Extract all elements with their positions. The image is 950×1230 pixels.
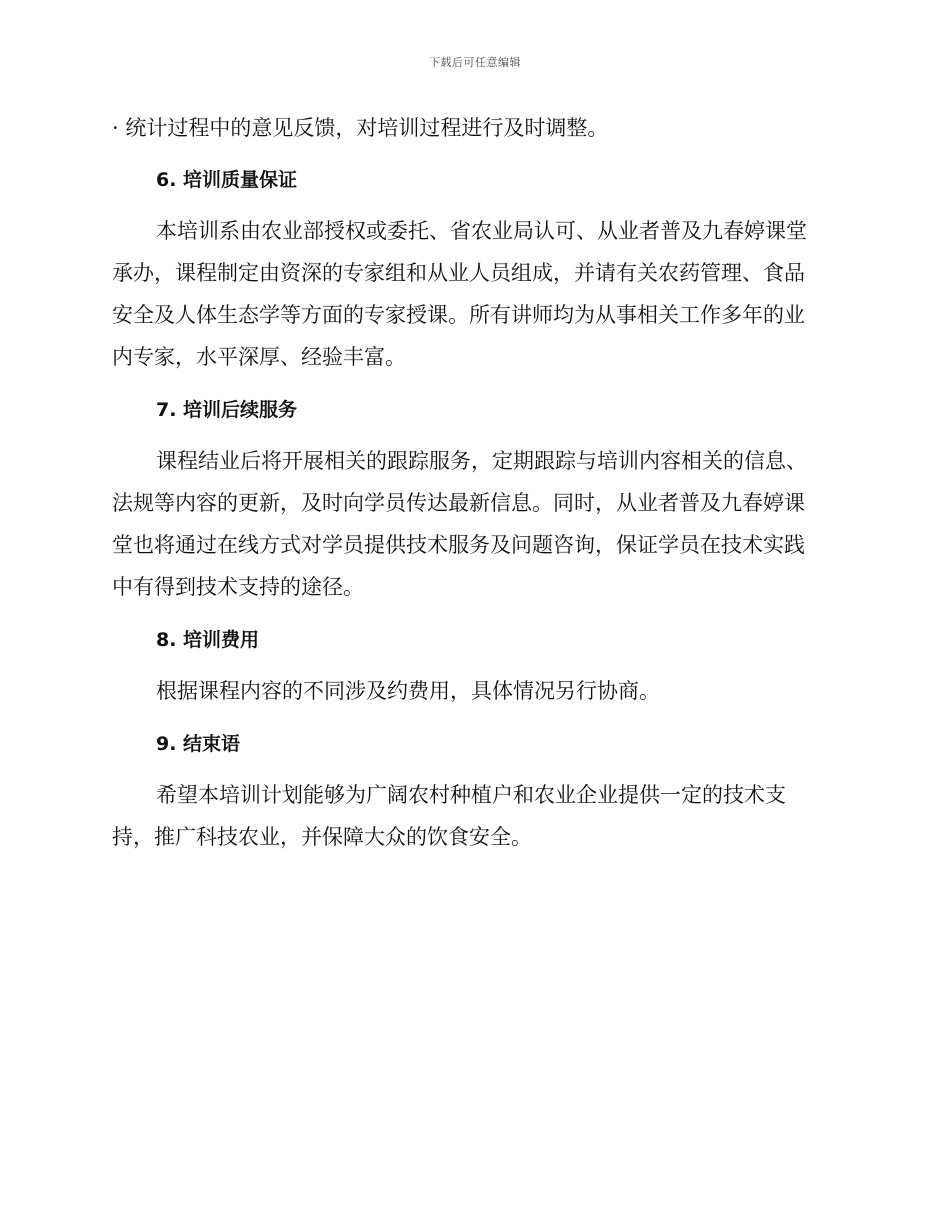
section-9 [112,726,832,858]
paragraph-line: 课程结业后将开展相关的跟踪服务，定期跟踪与培训内容相关的信息、 [156,449,807,473]
paragraph-line: 中有得到技术支持的途径。 [112,575,364,599]
section-heading: 9. 结束语 [156,733,241,755]
section-paragraph [112,210,832,378]
section-8 [112,622,832,712]
paragraph-line: 堂也将通过在线方式对学员提供技术服务及问题咨询，保证学员在技术实践 [112,533,805,557]
paragraph-line: 法规等内容的更新，及时向学员传达最新信息。同时，从业者普及九春婷课 [112,491,805,515]
section-paragraph [112,670,832,712]
page-header: 下载后可任意编辑 [429,56,521,69]
section-heading: 7. 培训后续服务 [156,399,298,421]
paragraph-line: 安全及人体生态学等方面的专家授课。所有讲师均为从事相关工作多年的业 [112,303,805,327]
section-paragraph [112,774,832,858]
section-heading: 6. 培训质量保证 [156,169,298,191]
intro-bullet: · 统计过程中的意见反馈，对培训过程进行及时调整。 [112,116,609,140]
paragraph-line: 希望本培训计划能够为广阔农村种植户和农业企业提供一定的技术支 [156,783,786,807]
paragraph-line: 根据课程内容的不同涉及约费用，具体情况另行协商。 [156,679,660,703]
paragraph-line: 本培训系由农业部授权或委托、省农业局认可、从业者普及九春婷课堂 [156,219,807,243]
section-7 [112,392,832,608]
paragraph-line: 承办，课程制定由资深的专家组和从业人员组成，并请有关农药管理、食品 [112,261,805,285]
section-paragraph [112,440,832,608]
paragraph-line: 内专家，水平深厚、经验丰富。 [112,345,406,369]
paragraph-line: 持，推广科技农业，并保障大众的饮食安全。 [112,825,532,849]
document-body [112,108,832,858]
section-6 [112,162,832,378]
section-heading: 8. 培训费用 [156,629,260,651]
